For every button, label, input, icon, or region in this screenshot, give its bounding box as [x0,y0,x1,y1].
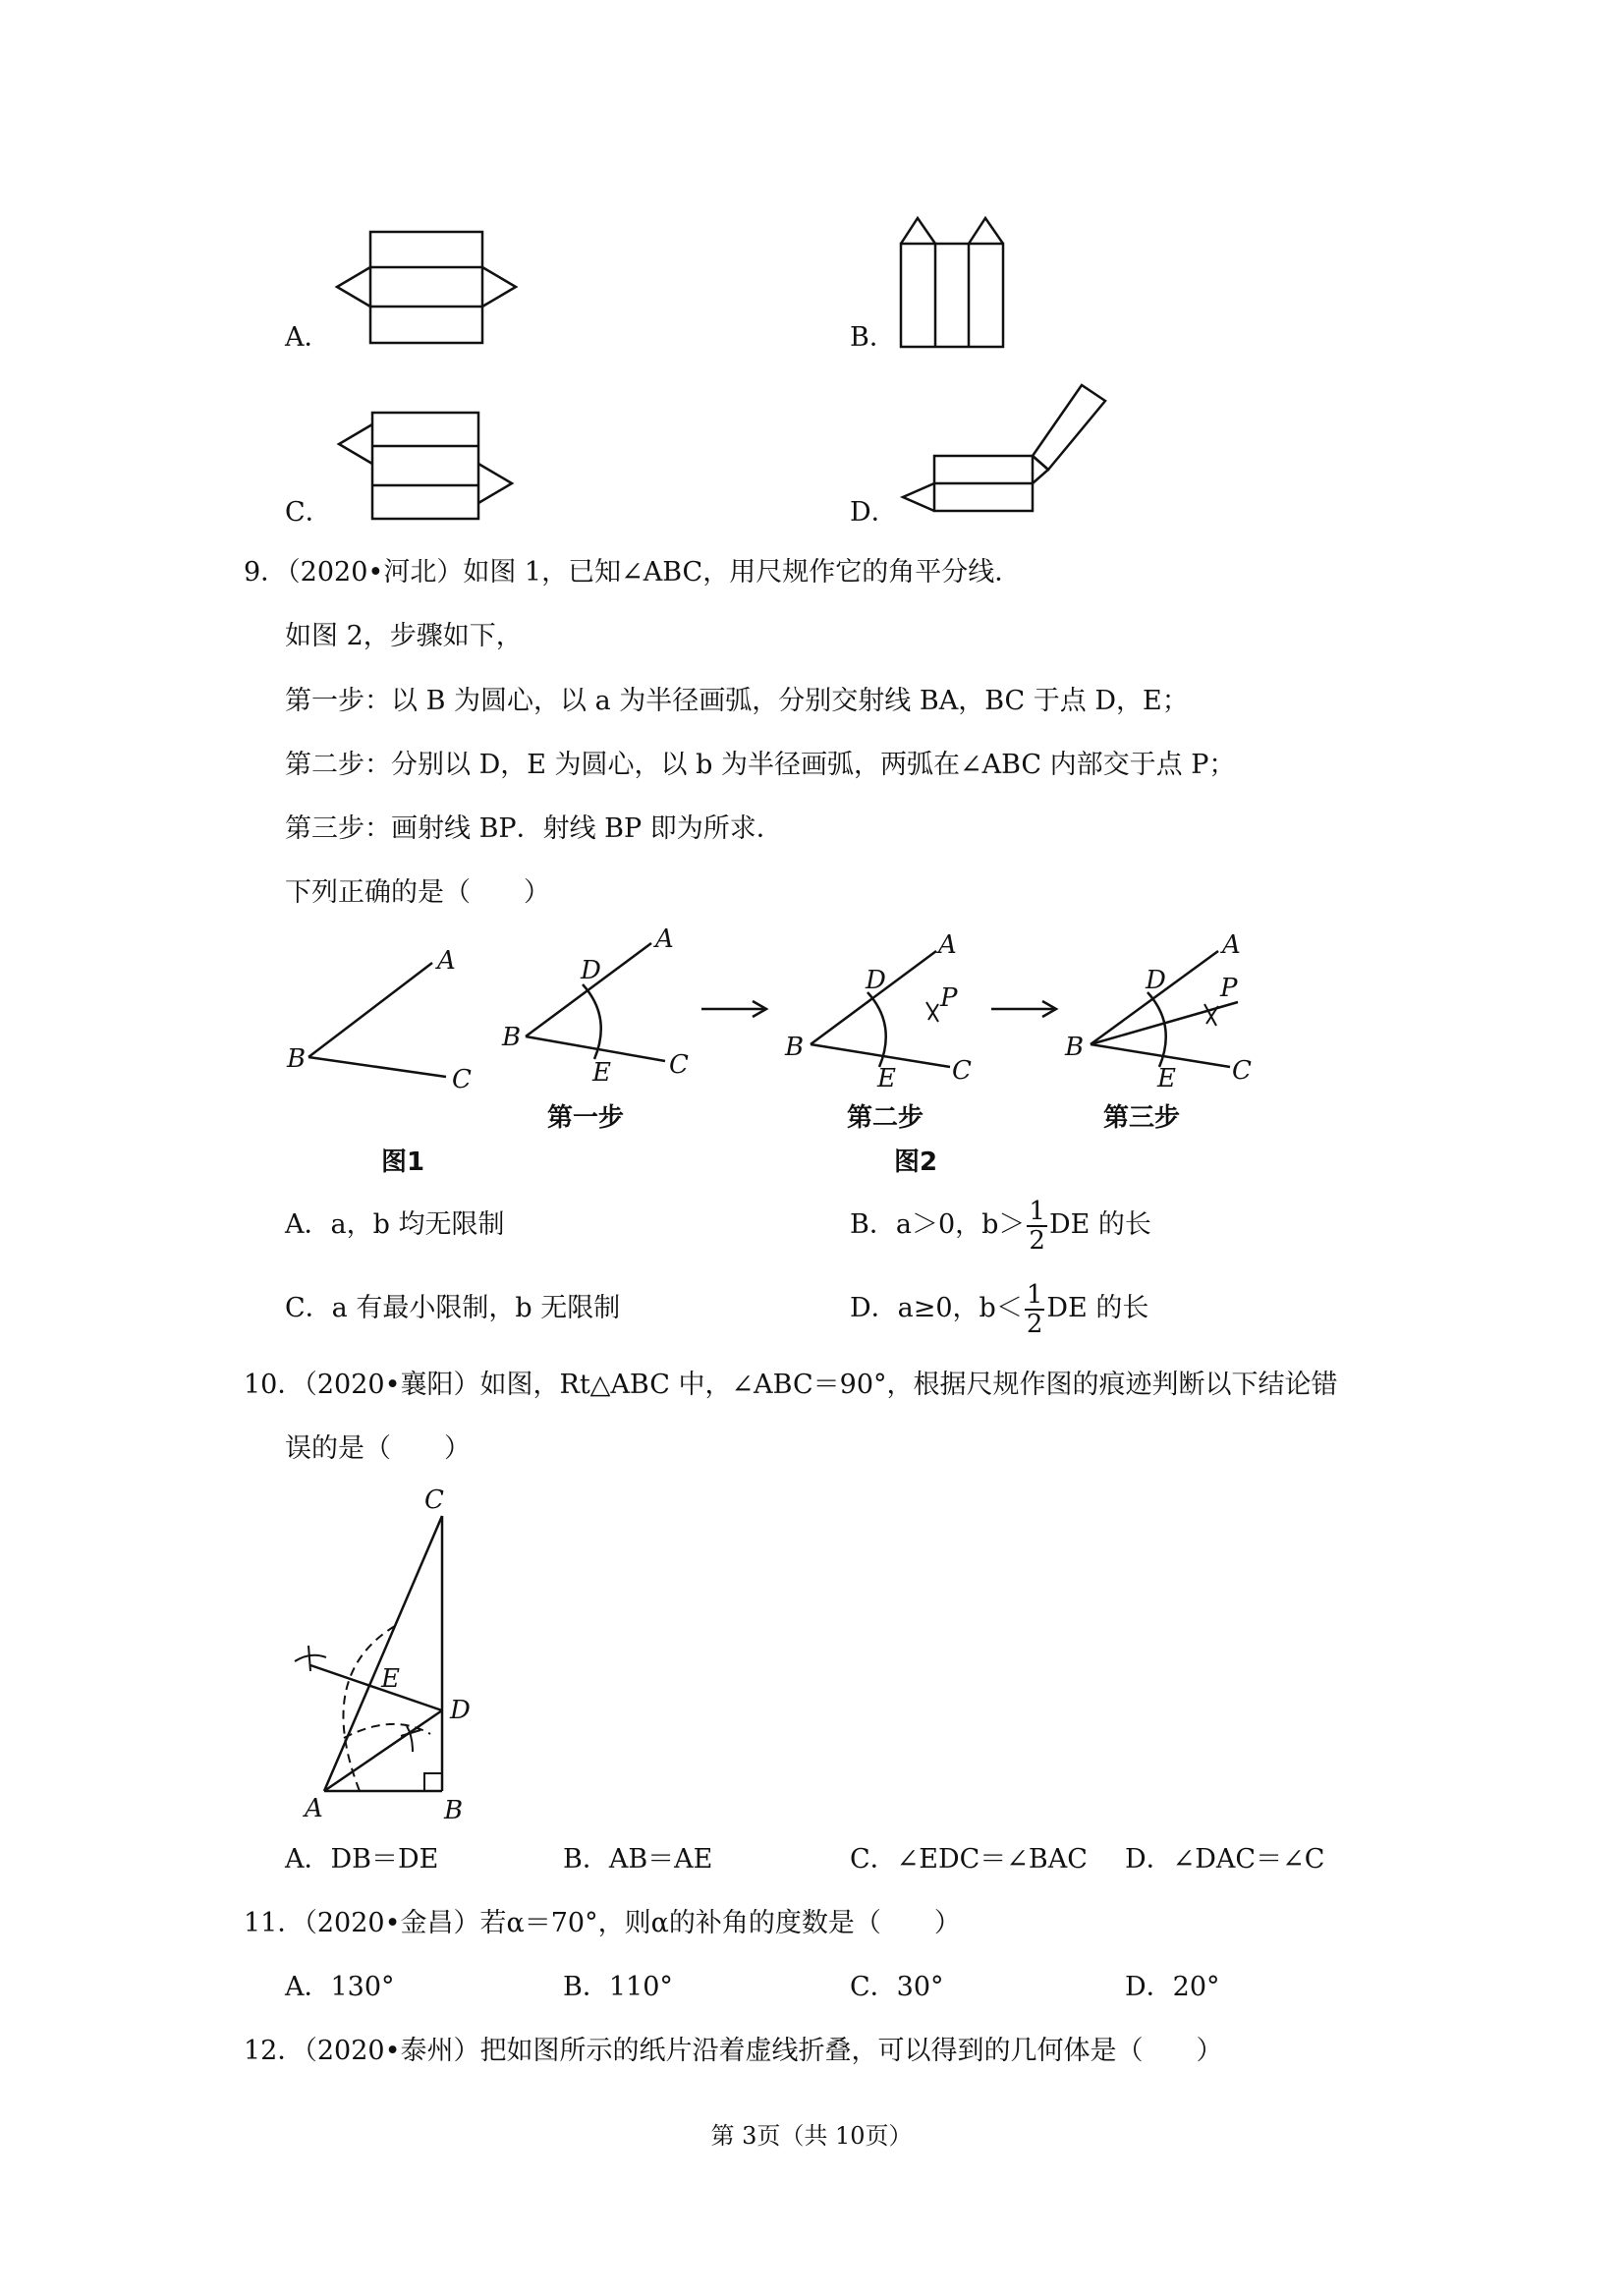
q9-step1-figure [496,924,702,1100]
q9-option-b-frac-num: 1 [1029,1196,1045,1226]
q8-option-b-figure [889,208,1017,354]
q9-fig1-point-c: C [452,1065,472,1094]
q9-stem: 9．（2020•河北）如图 1，已知∠ABC，用尺规作它的角平分线． [244,557,1022,588]
q9-step2: 第二步：分别以 D，E 为圆心，以 b 为半径画弧，两弧在∠ABC 内部交于点 P； [285,750,1236,780]
q9-step2-point-b: B [785,1033,805,1062]
q9-option-d-frac-den: 2 [1026,1309,1043,1339]
q9-step2-point-a: A [938,930,957,960]
q9-step3-point-e: E [1157,1064,1176,1093]
q9-step3-point-a: A [1222,930,1241,960]
q9-step3-point-d: D [1146,966,1166,995]
q11-option-a: A．130° [285,1972,395,2002]
q9-step3: 第三步：画射线 BP．射线 BP 即为所求． [285,813,783,844]
q9-step1-point-b: B [502,1023,522,1052]
q9-fig1-point-a: A [437,946,456,976]
q9-step2-point-p: P [940,983,958,1013]
q9-step3-figure [1061,924,1267,1100]
q9-step2-point-d: D [866,966,886,995]
q9-step1: 第一步：以 B 为圆心，以 a 为半径画弧，分别交射线 BA，BC 于点 D，E； [285,686,1189,716]
q9-step3-caption: 第三步 [1103,1103,1181,1133]
q10-option-c: C．∠EDC＝∠BAC [850,1844,1088,1875]
q9-option-d-suffix: DE 的长 [1046,1293,1149,1323]
q9-option-d-frac-num: 1 [1026,1279,1043,1310]
q9-option-b-prefix: B．a＞0，b＞ [850,1209,1026,1240]
q9-option-c: C．a 有最小限制，b 无限制 [285,1293,621,1323]
q9-option-b-fraction [1027,1198,1047,1255]
q9-step3-point-b: B [1065,1033,1085,1062]
q10-stem-line2: 误的是（ ） [285,1433,471,1464]
q10-option-a: A．DB＝DE [285,1844,439,1875]
q10-point-c: C [424,1485,444,1515]
q9-fig2-caption: 图2 [894,1148,938,1177]
q9-step2-figure [781,924,987,1100]
q11-option-d: D．20° [1125,1972,1220,2002]
q9-option-d-fraction [1025,1281,1045,1338]
q10-point-b: B [444,1796,464,1822]
q9-step1-point-c: C [669,1050,689,1080]
q10-point-d: D [450,1696,471,1725]
q11-option-b: B．110° [563,1972,673,2002]
q8-option-a-figure [329,224,535,352]
q8-option-b-label: B． [850,322,896,353]
q9-step1-point-a: A [655,924,674,954]
q9-fig1-caption: 图1 [381,1148,425,1177]
q10-figure [275,1479,491,1822]
q9-step2-point-e: E [877,1064,896,1093]
q8-option-d-label: D． [850,497,898,528]
q9-option-b-suffix: DE 的长 [1048,1209,1151,1240]
q10-point-e: E [381,1664,400,1694]
q8-option-d-figure [889,377,1115,525]
q9-intro: 如图 2，步骤如下， [285,621,523,651]
q10-point-a: A [305,1794,323,1822]
q9-option-b-frac-den: 2 [1029,1225,1045,1256]
q8-option-c-label: C． [285,497,332,528]
q9-step1-caption: 第一步 [547,1103,625,1133]
q10-option-b: B．AB＝AE [563,1844,713,1875]
q11-option-c: C．30° [850,1972,944,2002]
q9-step3-point-c: C [1232,1056,1252,1086]
q9-step2-caption: 第二步 [847,1103,924,1133]
q9-arrow1 [700,997,770,1021]
q9-step1-point-d: D [581,956,601,985]
q9-step3-point-p: P [1220,974,1238,1003]
q9-option-a: A．a，b 均无限制 [285,1209,505,1240]
q9-fig1-point-b: B [287,1044,307,1074]
q8-option-c-figure [329,405,526,529]
q9-arrow2 [989,997,1060,1021]
q10-stem-line1: 10．（2020•襄阳）如图，Rt△ABC 中，∠ABC＝90°，根据尺规作图的痕迹判断以下结论错 [244,1370,1338,1400]
q9-figure1 [275,933,491,1100]
q10-option-d: D．∠DAC＝∠C [1125,1844,1325,1875]
q9-step2-point-c: C [952,1056,972,1086]
q8-option-a-label: A． [285,322,331,353]
q9-option-d [850,1274,1148,1343]
q9-step1-point-e: E [592,1058,611,1088]
page-footer: 第 3页（共 10页） [710,2122,913,2150]
q11-stem: 11．（2020•金昌）若α＝70°，则α的补角的度数是（ ） [244,1908,961,1938]
q9-question: 下列正确的是（ ） [285,877,550,908]
q9-option-b [850,1191,1151,1260]
q9-option-d-prefix: D．a≥0，b＜ [850,1293,1023,1323]
q12-stem: 12．（2020•泰州）把如图所示的纸片沿着虚线折叠，可以得到的几何体是（ ） [244,2036,1223,2066]
